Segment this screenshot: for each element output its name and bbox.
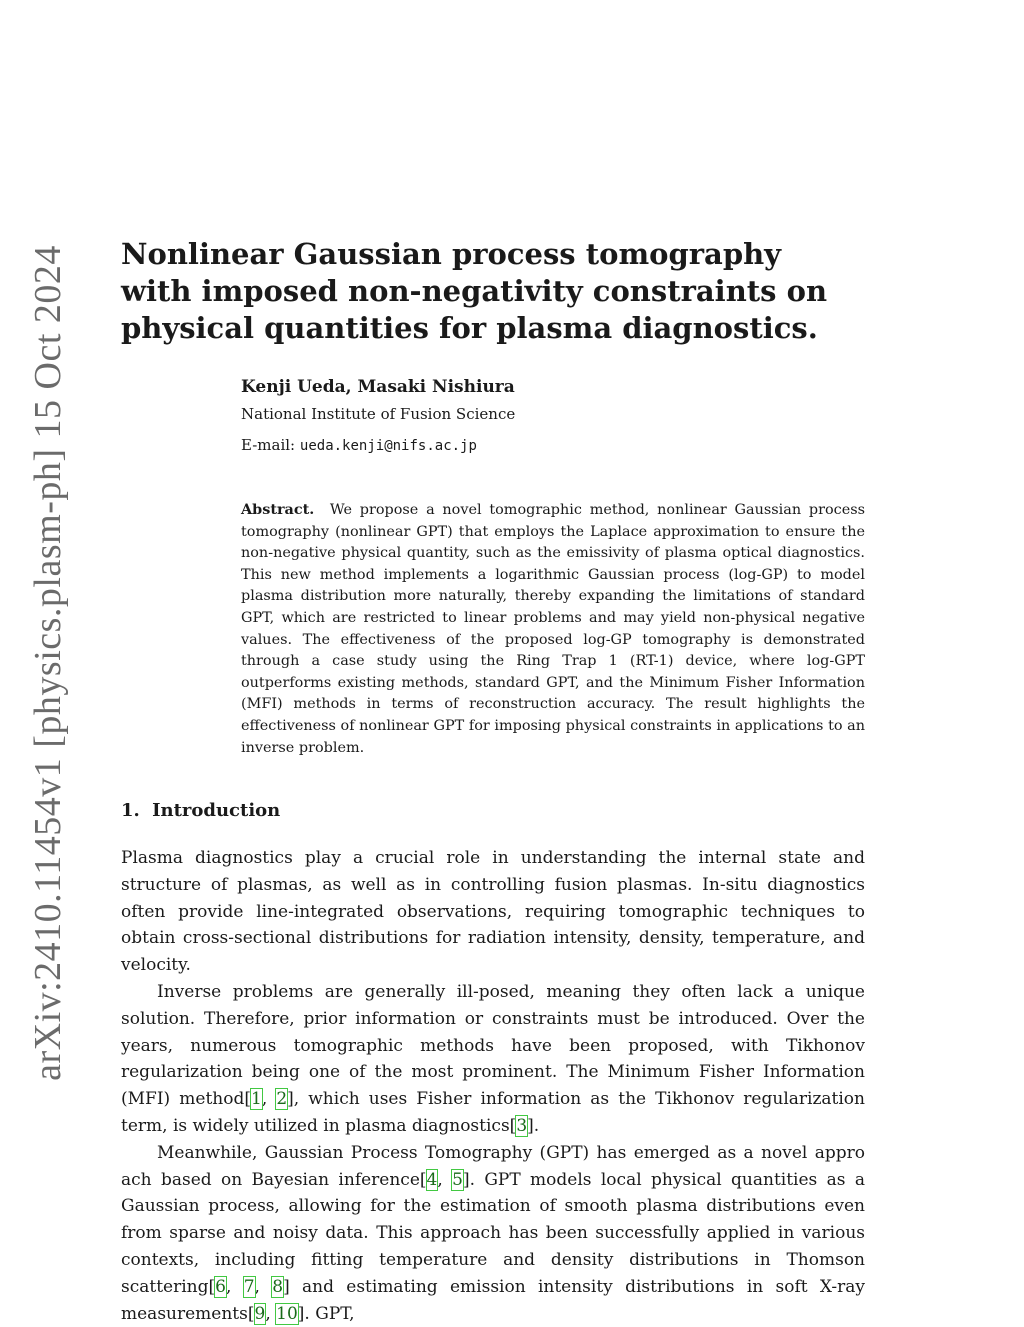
citation-3[interactable]: 3	[516, 1115, 528, 1136]
paragraph-1: Plasma diagnostics play a crucial role in understanding the internal state and structure of plasmas, as well as in controlling fusion plasmas. In-situ diagnostics often provide line-integrated observations, requiring tomographic techniques to obtain cross-sectional distributions for radiation intensity, density, temperature, and velocity.	[121, 848, 865, 976]
email-line	[241, 436, 477, 454]
abstract-text: We propose a novel tomographic method, nonlinear Gaussian process tomography (nonlinear GPT) that employs the Laplace approximation to ensure the non-negative physical quantity, such as the emissivity of plasma optical diagnostics. This new method implements a logarithmic Gaussian process (log-GP) to model plasma distribution more naturally, thereby expanding the limitations of standard GPT, which are restricted to linear problems and may yield non-physical negative values. The effectiveness of the proposed log-GP tomography is demonstrated through a case study using the Ring Trap 1 (RT-1) device, where log-GPT outperforms existing methods, standard GPT, and the Minimum Fisher Information (MFI) methods in terms of reconstruction accuracy. The result highlights the effectiveness of nonlinear GPT for imposing physical constraints in applications to an inverse problem.	[241, 502, 865, 756]
section-title: Introduction	[152, 800, 281, 821]
citation-4[interactable]: 4	[426, 1169, 438, 1190]
introduction-body	[121, 845, 865, 1327]
paragraph-3-text: Meanwhile, Gaussian Process Tomography (GPT) has emerged as a novel appro ach based on Bayesian inference	[121, 1142, 865, 1190]
paper-title: Nonlinear Gaussian process tomography with imposed non-negativity constraints on physical quantities for plasma diagnostics.	[121, 237, 828, 345]
paragraph-3-text: ]. GPT models local physical quantities as a Gaussian process, allowing for the estimation of smooth plasma distributions even from sparse and noisy data. This approach has been successfully applied in various contexts, including fitting temperature and density distributions in Thomson scattering	[121, 1169, 865, 1297]
citation-separator: ,	[437, 1169, 453, 1190]
citation-separator: ,	[254, 1276, 273, 1297]
paragraph-2: Inverse problems are generally ill-posed, meaning they often lack a unique solution. Therefore, prior information or constraints must be introduced. Over the years, numerous tomographic methods have been proposed, with Tikhonov regularization being one of the most prominent. The Minimum Fisher Information (MFI) method[1, 2], which uses Fisher information as the Tikhonov regularization term, is widely utilized in plasma diagnostics[3].	[121, 981, 865, 1136]
citation-6[interactable]: 6	[215, 1276, 226, 1297]
citation-8[interactable]: 8	[272, 1276, 284, 1297]
arxiv-identifier: arXiv:2410.11454v1 [physics.plasm-ph] 15 Oct 2024	[27, 245, 69, 1081]
citation-9[interactable]: 9	[254, 1303, 266, 1324]
paragraph-3-text: ] and estimating emission intensity distributions in soft X-ray measurements	[121, 1276, 866, 1324]
citation-10[interactable]: 10	[276, 1303, 298, 1324]
paragraph-2-text: ].	[527, 1115, 540, 1136]
paragraph-3: Meanwhile, Gaussian Process Tomography (GPT) has emerged as a novel appro ach based on Bayesian inference[4, 5]. GPT models local physical quantities as a Gaussian process, allowing for the estimation of smooth plasma distributions even from sparse and noisy data. This approach has been successfully applied in various contexts, including fitting temperature and density distributions in Thomson scattering[6, 7, 8] and estimating emission intensity distributions in soft X-ray measurements[9, 10]. GPT,	[121, 1142, 866, 1324]
citation-7[interactable]: 7	[243, 1276, 255, 1297]
citation-1[interactable]: 1	[250, 1089, 262, 1110]
section-number: 1.	[121, 800, 140, 821]
citation-separator: ,	[261, 1089, 277, 1110]
authors: Kenji Ueda, Masaki Nishiura	[241, 377, 515, 397]
citation-separator: ,	[265, 1303, 277, 1324]
paragraph-3-text: ]. GPT,	[297, 1303, 355, 1324]
paragraph-2-text: ], which uses Fisher information as the Tikhonov regularization term, is widely utilized in plasma diagnostics	[121, 1089, 865, 1136]
section-heading-introduction	[121, 800, 280, 821]
citation-2[interactable]: 2	[276, 1089, 288, 1110]
abstract-label: Abstract.	[241, 501, 315, 518]
citation-separator: ,	[225, 1276, 244, 1297]
paragraph-2-text: Inverse problems are generally ill-posed, meaning they often lack a unique solution. Therefore, prior information or constraints must be introduced. Over the years, numerous tomographic methods have been proposed, with Tikhonov regularization being one of the most prominent. The Minimum Fisher Information (MFI) method	[121, 981, 865, 1110]
email-address[interactable]: ueda.kenji@nifs.ac.jp	[299, 438, 477, 454]
citation-5[interactable]: 5	[452, 1169, 463, 1190]
abstract	[241, 499, 865, 759]
affiliation: National Institute of Fusion Science	[241, 405, 516, 423]
email-label: E-mail:	[241, 436, 296, 454]
